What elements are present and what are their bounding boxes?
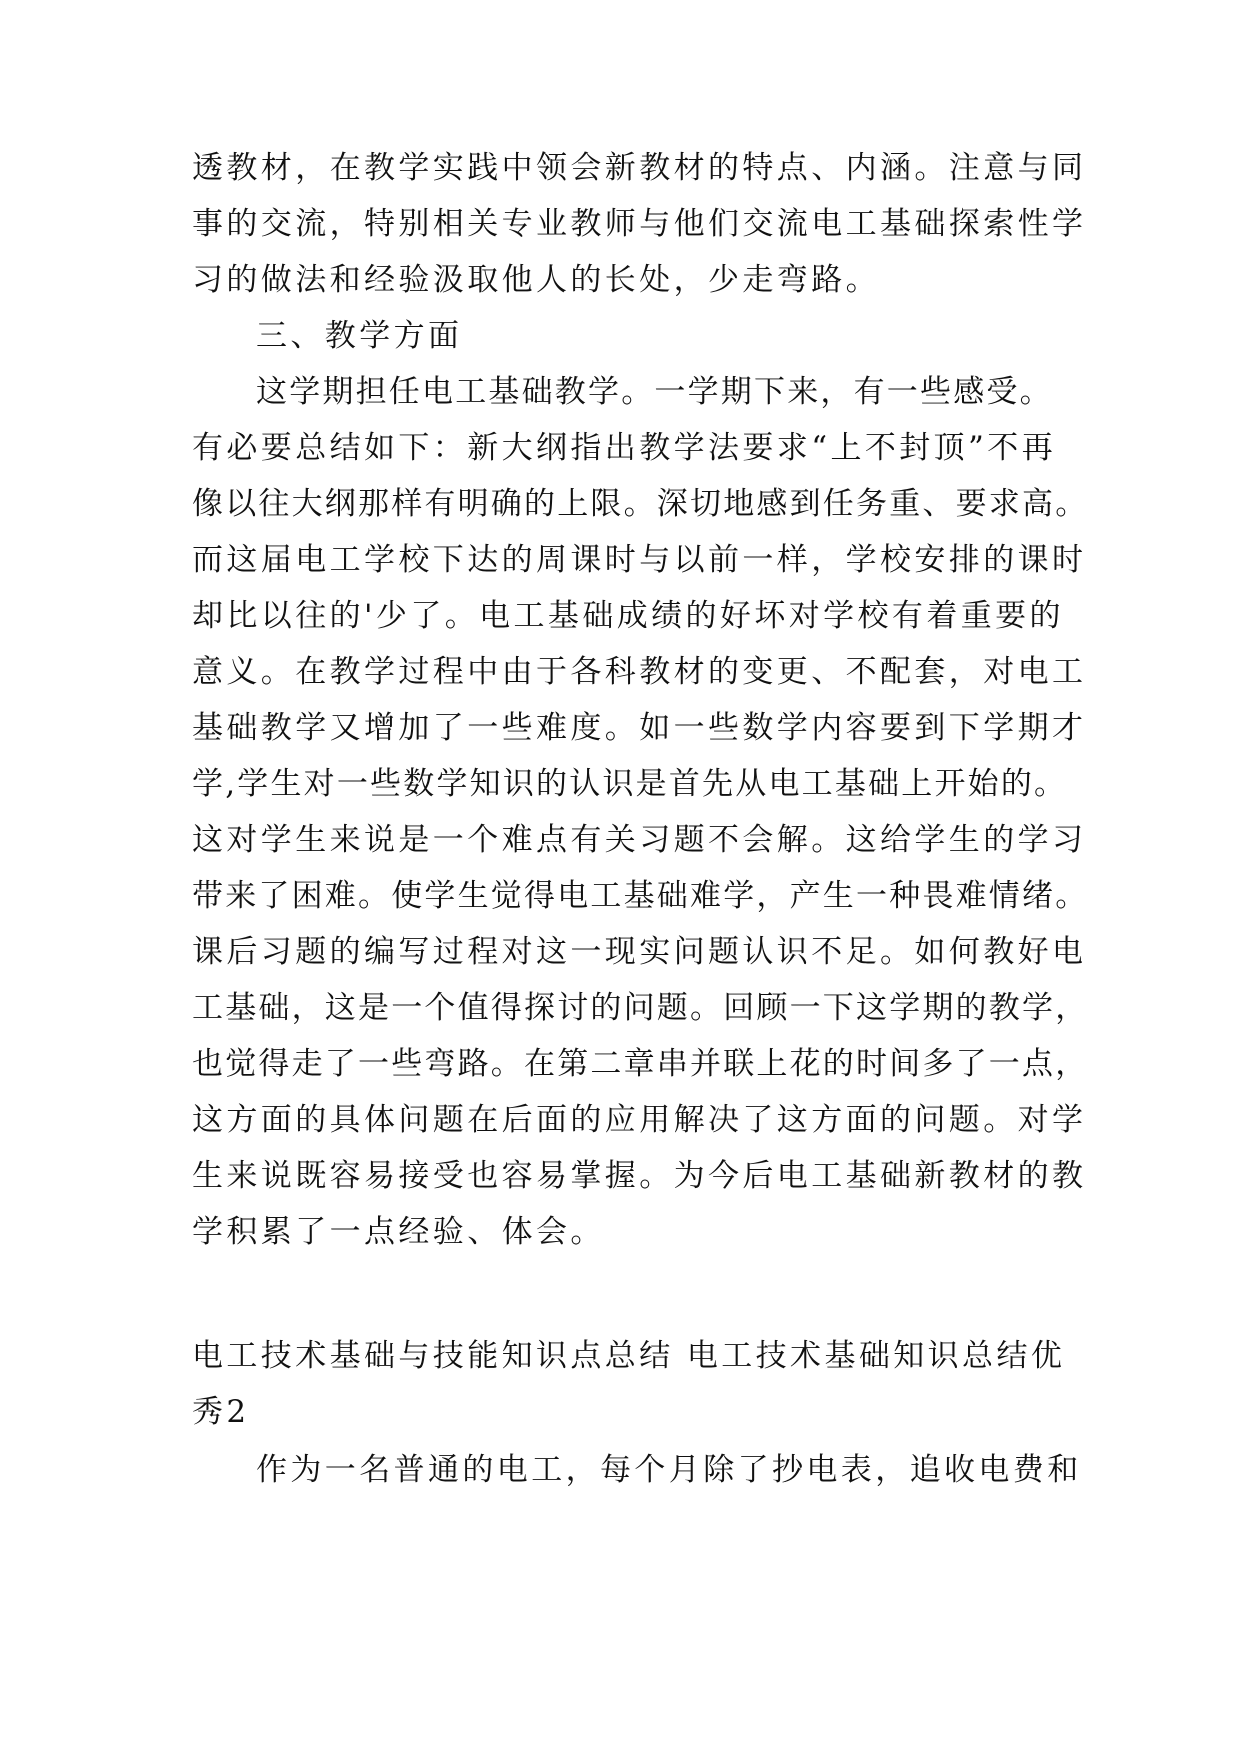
paragraph-line: 学积累了一点经验、体会。	[192, 1214, 605, 1250]
paragraph-line: 这学期担任电工基础教学。一学期下来，有一些感受。	[256, 374, 1053, 410]
paragraph-line: 学,学生对一些数学知识的认识是首先从电工基础上开始的。	[192, 766, 1068, 802]
paragraph-line: 却比以往的'少了。电工基础成绩的好坏对学校有着重要的	[192, 598, 1064, 634]
paragraph-line: 这方面的具体问题在后面的应用解决了这方面的问题。对学	[192, 1102, 1087, 1138]
paragraph-line: 生来说既容易接受也容易掌握。为今后电工基础新教材的教	[192, 1158, 1087, 1194]
paragraph-line: 意义。在教学过程中由于各科教材的变更、不配套，对电工	[192, 654, 1087, 690]
paragraph-line: 也觉得走了一些弯路。在第二章串并联上花的时间多了一点，	[192, 1046, 1089, 1082]
paragraph-line: 这对学生来说是一个难点有关习题不会解。这给学生的学习	[192, 822, 1087, 858]
paragraph-line: 有必要总结如下：新大纲指出教学法要求“上不封顶”不再	[192, 430, 1057, 466]
article-title: 电工技术基础与技能知识点总结 电工技术基础知识总结优	[192, 1338, 1066, 1374]
paragraph-line: 带来了困难。使学生觉得电工基础难学，产生一种畏难情绪。	[192, 878, 1089, 914]
paragraph-line: 课后习题的编写过程对这一现实问题认识不足。如何教好电	[192, 934, 1087, 970]
paragraph-line: 透教材，在教学实践中领会新教材的特点、内涵。注意与同	[192, 150, 1087, 186]
paragraph-line: 习的做法和经验汲取他人的长处，少走弯路。	[192, 262, 880, 298]
paragraph-line: 事的交流，特别相关专业教师与他们交流电工基础探索性学	[192, 206, 1087, 242]
section-heading: 三、教学方面	[256, 318, 463, 354]
paragraph-line: 而这届电工学校下达的周课时与以前一样，学校安排的课时	[192, 542, 1087, 578]
paragraph-line: 作为一名普通的电工，每个月除了抄电表，追收电费和	[256, 1452, 1082, 1488]
paragraph-line: 工基础，这是一个值得探讨的问题。回顾一下这学期的教学，	[192, 990, 1089, 1026]
paragraph-line: 像以往大纲那样有明确的上限。深切地感到任务重、要求高。	[192, 486, 1089, 522]
paragraph-line: 基础教学又增加了一些难度。如一些数学内容要到下学期才	[192, 710, 1087, 746]
article-title: 秀2	[192, 1394, 250, 1430]
